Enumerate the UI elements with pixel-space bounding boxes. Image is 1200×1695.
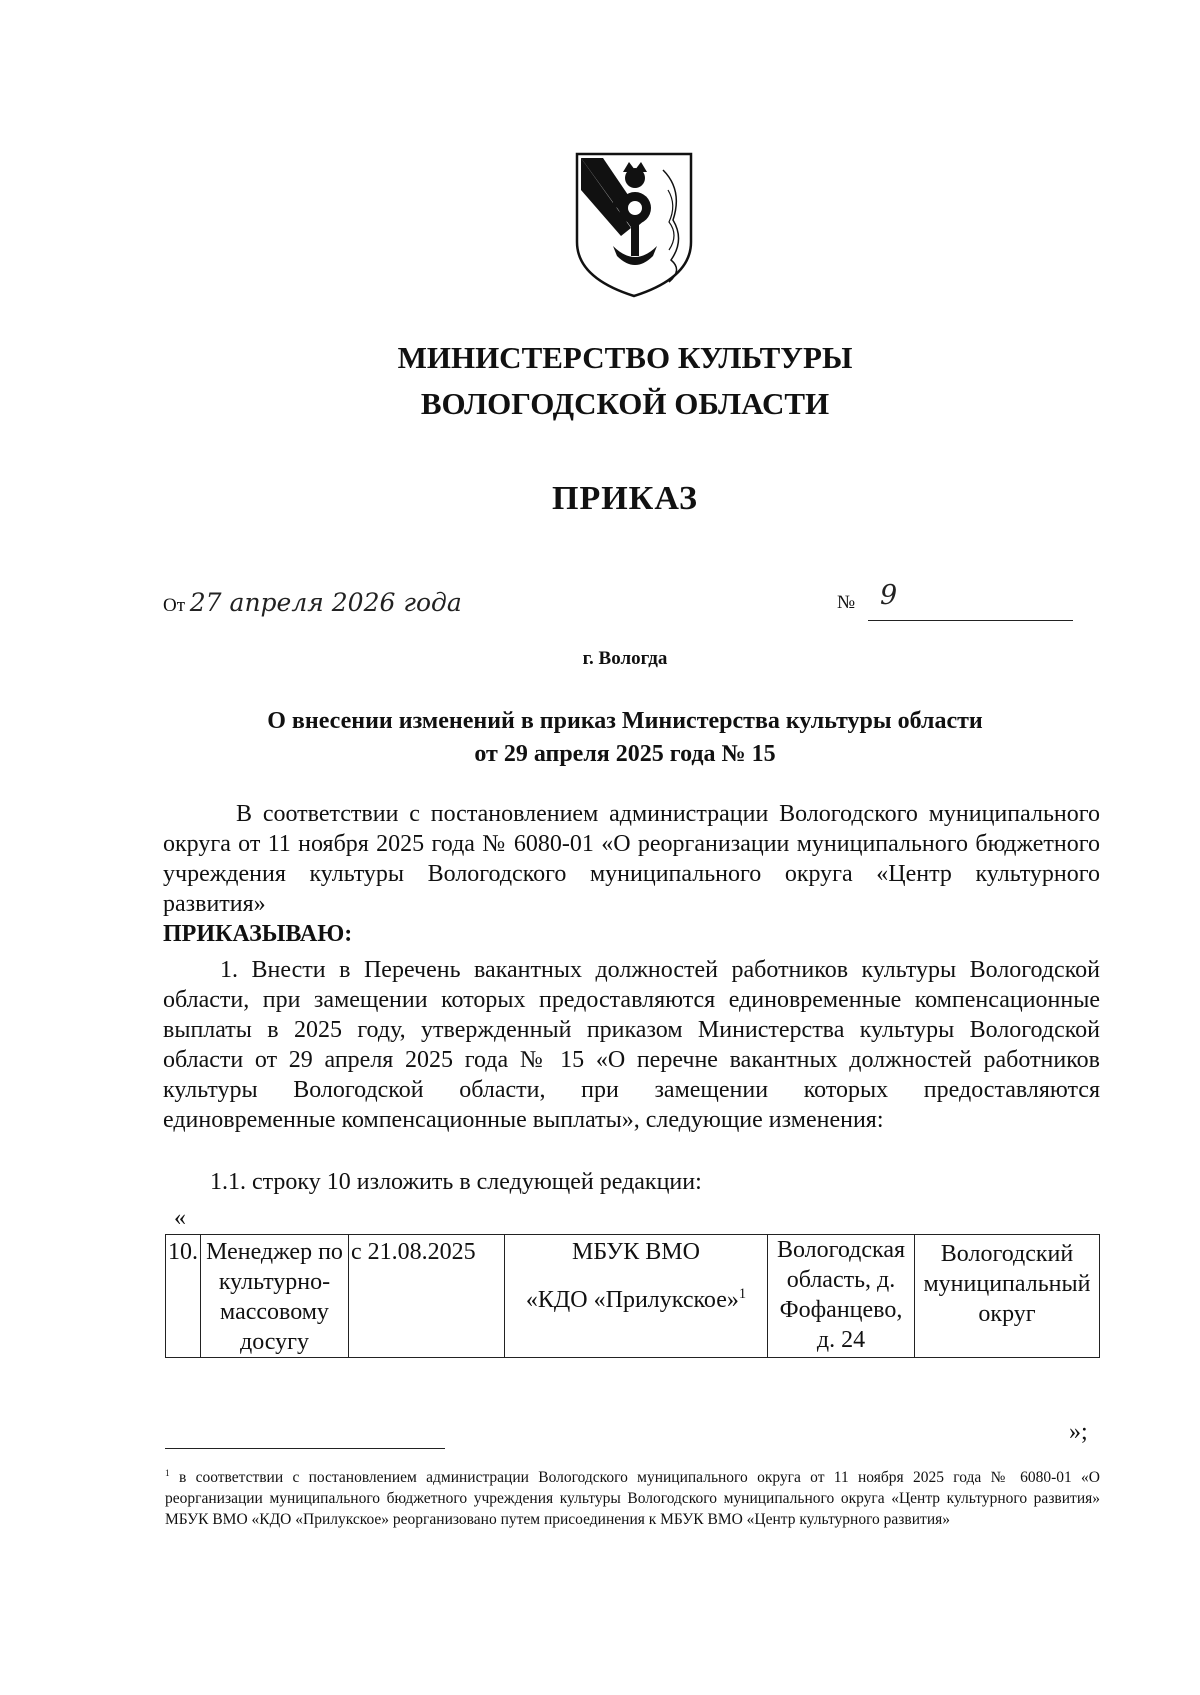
city: г. Вологда [582, 648, 668, 669]
table-row [166, 1235, 1100, 1358]
date-prefix: От [163, 595, 186, 616]
footnote-text: в соответствии с постановлением администрации Вологодского муниципального округа от 11 ноября 2025 года № 6080-01 «О реорганизации муниципального бюджетного учреждения культуры Вологодского муниципального округа «Центр культурного развития» МБУК ВМО «КДО «Прилукское» реорганизовано путем присоединения к МБУК ВМО «Центр культурного развития» [165, 1469, 1100, 1529]
handwritten-date: 27 апреля 2026 года [189, 588, 462, 617]
document-type-title: ПРИКАЗ [552, 480, 698, 517]
order-subject-line1: О внесении изменений в приказ Министерства культуры области [267, 708, 983, 734]
footnote-separator [165, 1448, 445, 1449]
order-subject [0, 705, 1200, 771]
handwritten-number: 9 [880, 580, 898, 611]
quote-open: « [174, 1205, 186, 1231]
cell-number: 10. [166, 1235, 201, 1358]
number-label: № [837, 592, 856, 613]
footnote-reference: 1 [738, 1286, 747, 1302]
number-underline [868, 620, 1073, 621]
cell-position: Менеджер по культурно-массовому досугу [201, 1235, 349, 1358]
date-line [163, 588, 462, 617]
cell-address: Вологодская область, д. Фофанцево, д. 24 [768, 1235, 915, 1358]
preamble-paragraph: В соответствии с постановлением администрации Вологодского муниципального округа от 11 ноября 2025 года № 6080-01 «О реорганизации муниципального бюджетного учреждения культуры Вологодского муниципального округа «Центр культурного развития» [163, 801, 1100, 917]
org-line2 [507, 1279, 765, 1315]
footnote [165, 1464, 1100, 1530]
ministry-title-line1: МИНИСТЕРСТВО КУЛЬТУРЫ [397, 340, 853, 375]
clause-1-paragraph: 1. Внести в Перечень вакантных должностей работников культуры Вологодской области, при замещении которых предоставляются единовременные компенсационные выплаты в 2025 году, утвержденный приказом Министерства культуры Вологодской области от 29 апреля 2025 года № 15 «О перечне вакантных должностей работников культуры Вологодской области, при замещении которых предоставляются единовременные компенсационные выплаты», следующие изменения: [163, 957, 1100, 1133]
amended-row-table [165, 1234, 1100, 1358]
order-subject-line2: от 29 апреля 2025 года № 15 [474, 741, 776, 767]
order-keyword: ПРИКАЗЫВАЮ: [163, 921, 353, 947]
ministry-title [0, 335, 1200, 427]
coat-of-arms-emblem [573, 150, 695, 300]
cell-date: с 21.08.2025 [349, 1235, 505, 1358]
org-name: «КДО «Прилукское» [525, 1287, 739, 1313]
footnote-mark: 1 [165, 1469, 170, 1479]
clause-1-1-paragraph: 1.1. строку 10 изложить в следующей редакции: [210, 1169, 702, 1195]
cell-organization [505, 1235, 768, 1358]
org-line1: МБУК ВМО [572, 1239, 700, 1265]
quote-close: »; [1069, 1419, 1088, 1445]
cell-district: Вологодский муниципальный округ [915, 1235, 1100, 1358]
ministry-title-line2: ВОЛОГОДСКОЙ ОБЛАСТИ [420, 386, 830, 421]
